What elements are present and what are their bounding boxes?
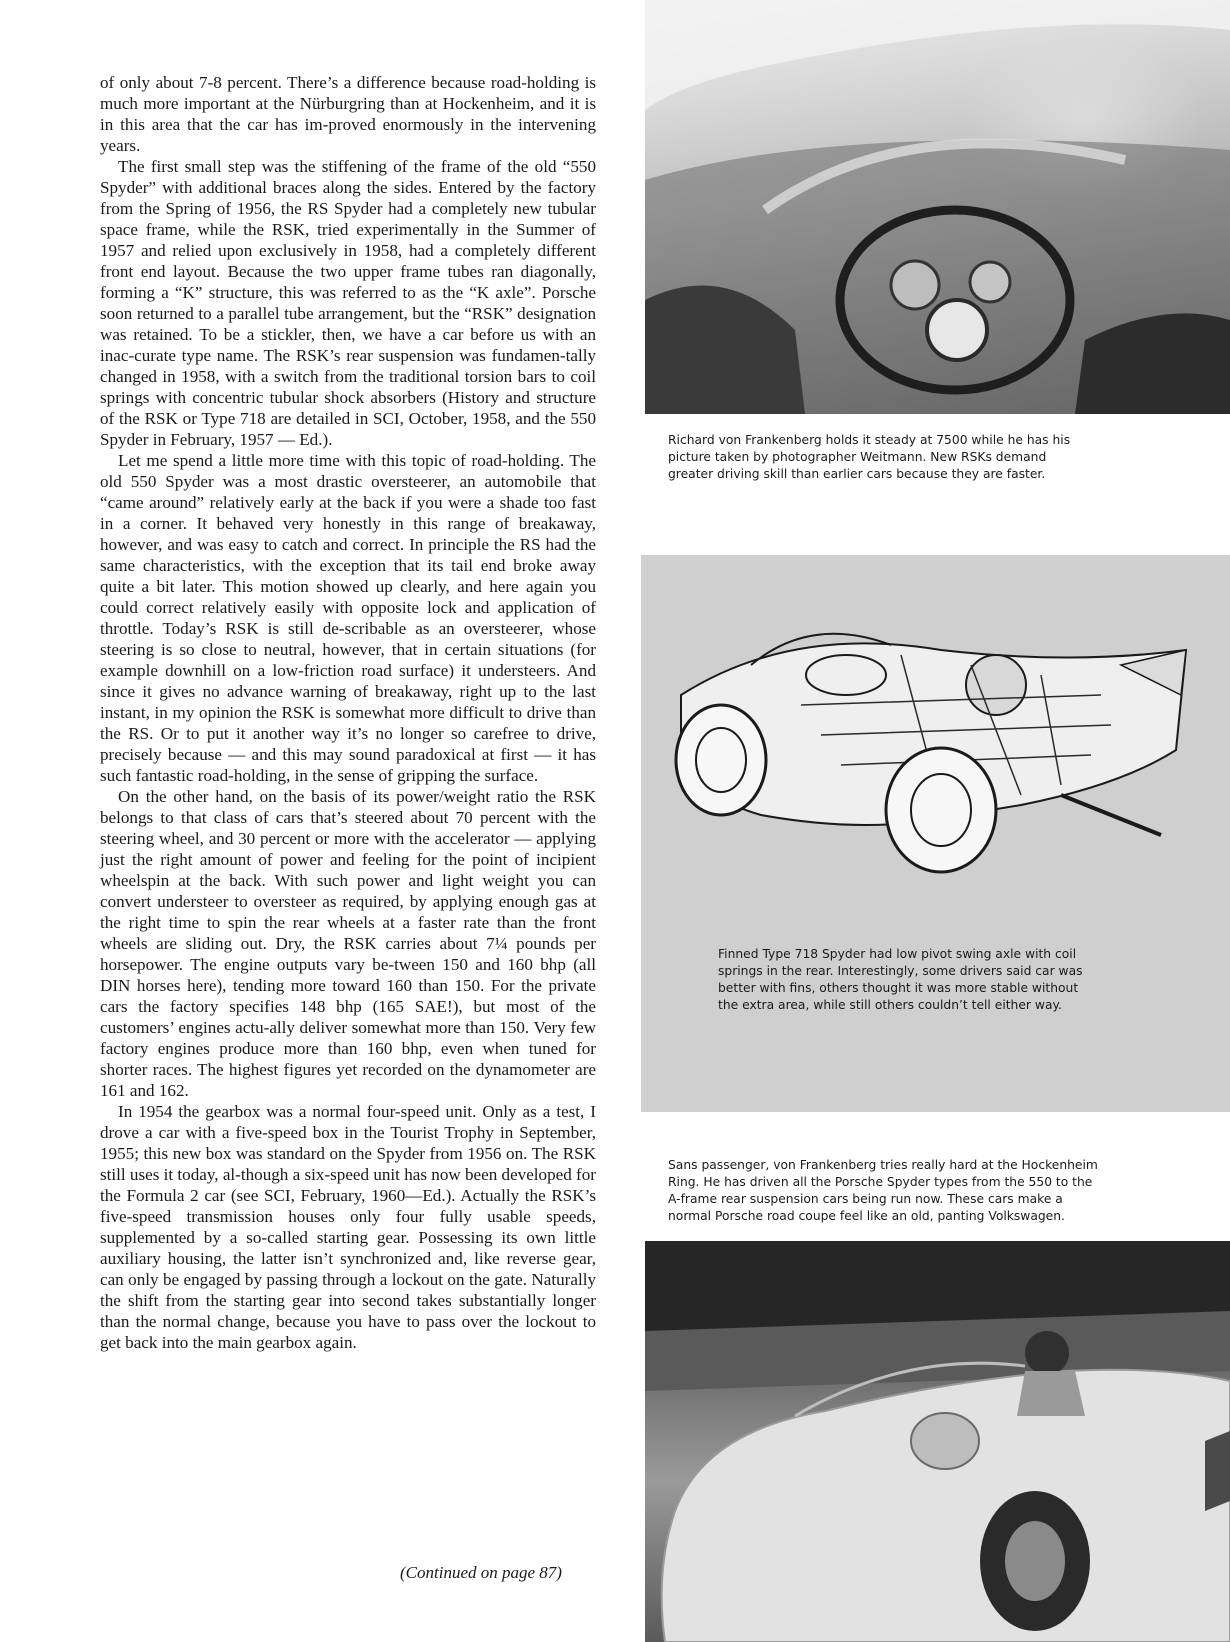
cockpit-photo	[645, 0, 1230, 414]
caption-line: Richard von Frankenberg holds it steady at 7500 while he has his	[668, 433, 1071, 447]
caption-line: Ring. He has driven all the Porsche Spyder types from the 550 to the	[668, 1175, 1093, 1189]
continued-note: (Continued on page 87)	[400, 1563, 562, 1582]
caption-line: Finned Type 718 Spyder had low pivot swing axle with coil	[718, 947, 1077, 961]
paragraph-2: The first small step was the stiffening of the frame of the old “550 Spyder” with additional braces along the sides. Entered by the factory from the Spring of 1956, the RS Spyder had a completely new tubular space frame, while the RSK, tried experimentally in the Summer of 1957 and relied upon exclusively in 1958, had a completely different front end layout. Because the two upper frame tubes ran diagonally, forming a “K” structure, this was referred to as the “K axle”. Porsche soon returned to a parallel tube arrangement, but the “RSK” designation was retained. To be a stickler, then, we have a car before us with an inac-curate type name. The RSK’s rear suspension was fundamen-tally changed in 1958, with a switch from the traditional torsion bars to coil springs with concentric tubular shock absorbers (History and structure of the RSK or Type 718 are detailed in SCI, October, 1958, and the 550 Spyder in February, 1957 — Ed.).	[100, 157, 596, 449]
cockpit-photo-caption	[668, 432, 1136, 483]
cutaway-drawing-caption	[718, 946, 1136, 1014]
cutaway-drawing	[641, 555, 1230, 1112]
track-photo-caption	[668, 1157, 1136, 1225]
caption-line: picture taken by photographer Weitmann. New RSKs demand	[668, 450, 1047, 464]
paragraph-4: On the other hand, on the basis of its power/weight ratio the RSK belongs to that class of cars that’s steered about 70 percent with the steering wheel, and 30 percent or more with the accelerator — applying just the right amount of power and feeling for the point of incipient wheelspin at the back. With such power and light weight you can convert understeer to oversteer as required, by applying enough gas at the right time to spin the rear wheels at a faster rate than the front wheels are sliding out. Dry, the RSK carries about 7¼ pounds per horsepower. The engine outputs vary be-tween 150 and 160 bhp (all DIN horses here), tending more toward 160 than 150. For the private cars the factory specifies 148 bhp (165 SAE!), but most of the customers’ engines actu-ally deliver somewhat more than 150. Very few factory engines produce more than 160 bhp, even when tuned for shorter races. The highest figures yet recorded on the dynamometer are 161 and 162.	[100, 787, 596, 1100]
paragraph-1: of only about 7-8 percent. There’s a difference because road-holding is much more important at the Nürburgring than at Hockenheim, and it is in this area that the car has im-proved enormously in the intervening years.	[100, 73, 596, 155]
caption-line: the extra area, while still others couldn’t tell either way.	[718, 998, 1062, 1012]
track-photo	[645, 1241, 1230, 1642]
caption-line: Sans passenger, von Frankenberg tries really hard at the Hockenheim	[668, 1158, 1098, 1172]
paragraph-3: Let me spend a little more time with this topic of road-holding. The old 550 Spyder was a most drastic oversteerer, an automobile that “came around” relatively early at the back if you were a shade too fast in a corner. It behaved very honestly in this range of breakaway, however, and was easy to catch and correct. In principle the RS had the same characteristics, with the exception that its tail end broke away quite a bit later. This motion showed up clearly, and here again you could correct relatively easily with opposite lock and application of throttle. Today’s RSK is still de-scribable as an oversteerer, whose steering is so close to neutral, however, that in certain situations (for example downhill on a low-friction road surface) it understeers. And since it gives no advance warning of breakaway, right up to the last instant, in my opinion the RSK is somewhat more difficult to drive than the RS. Or to put it another way it’s no longer so carefree to drive, precisely because — and this may sound paradoxical at first — it has such fantastic road-holding, in the sense of gripping the surface.	[100, 451, 596, 785]
paragraph-5: In 1954 the gearbox was a normal four-speed unit. Only as a test, I drove a car with a five-speed box in the Tourist Trophy in September, 1955; this new box was standard on the Spyder from 1956 on. The RSK still uses it today, al-though a six-speed unit has now been developed for the Formula 2 car (see SCI, February, 1960—Ed.). Actually the RSK’s five-speed transmission houses only four fully usable speeds, supplemented by a so-called starting gear. Possessing its own little auxiliary housing, the latter isn’t synchronized and, like reverse gear, can only be engaged by passing through a lockout on the gate. Naturally the shift from the starting gear into second takes substantially longer than the normal change, because you have to pass over the lockout to get back into the main gearbox again.	[100, 1102, 596, 1352]
article-body	[100, 72, 596, 1353]
caption-line: A-frame rear suspension cars being run now. These cars make a	[668, 1192, 1063, 1206]
caption-line: normal Porsche road coupe feel like an old, panting Volkswagen.	[668, 1209, 1065, 1223]
caption-line: greater driving skill than earlier cars because they are faster.	[668, 467, 1046, 481]
caption-line: springs in the rear. Interestingly, some drivers said car was	[718, 964, 1083, 978]
caption-line: better with fins, others thought it was more stable without	[718, 981, 1079, 995]
